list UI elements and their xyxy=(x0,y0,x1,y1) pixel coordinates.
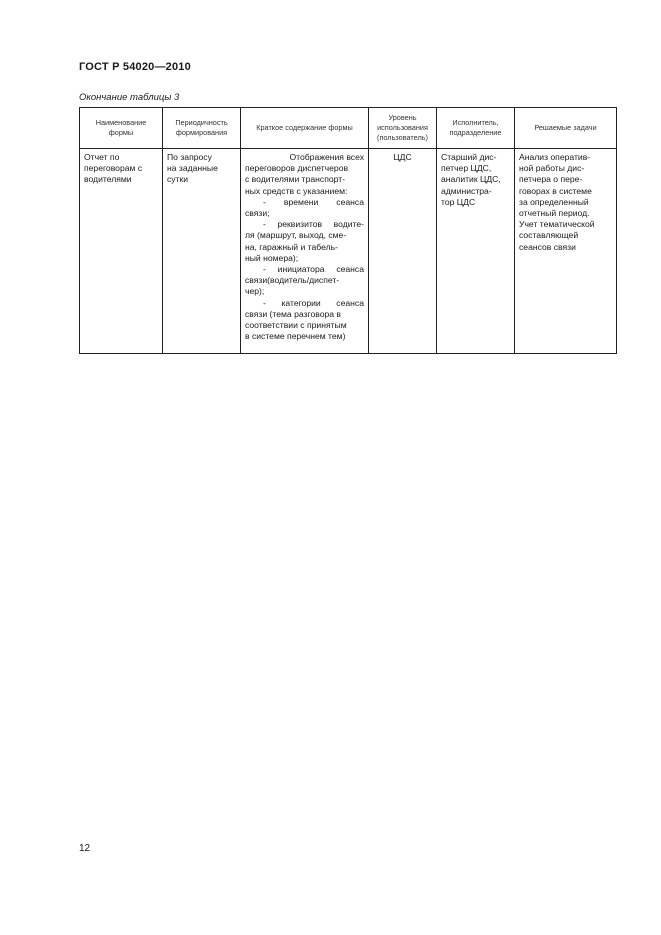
column-header-tasks: Решаемые задачи xyxy=(515,108,617,149)
cell-form-name: Отчет по переговорам с водителями xyxy=(80,149,163,354)
document-header: ГОСТ Р 54020—2010 xyxy=(79,61,191,73)
cell-period: По запросу на заданные сутки xyxy=(163,149,241,354)
cell-content: Отображения всех переговоров диспетчеров с водителями транспорт- ных средств с указанием: - времени сеанса связи; - реквизитов водите- ля (маршрут, выход, сме- на, гаражный и табель- ный номера); - инициатора сеанса связи(водитель/диспет- чер); - категории сеанса связи (тема разговора в соответствии с принятым в системе перечнем тем) xyxy=(241,149,369,354)
cell-executor: Старший дис- петчер ЦДС, аналитик ЦДС, администра- тор ЦДС xyxy=(437,149,515,354)
cell-usage-level: ЦДС xyxy=(369,149,437,354)
table-header-row xyxy=(80,108,617,149)
column-header-executor: Исполнитель, подразделение xyxy=(437,108,515,149)
column-header-name: Наименование формы xyxy=(80,108,163,149)
table-caption: Окончание таблицы 3 xyxy=(79,92,180,103)
column-header-period: Периодичность формирования xyxy=(163,108,241,149)
column-header-level: Уровень использования (пользователь) xyxy=(369,108,437,149)
column-header-content: Краткое содержание формы xyxy=(241,108,369,149)
cell-tasks: Анализ оператив- ной работы дис- петчера о пере- говорах в системе за определенный отчетный период. Учет тематической составляющей сеансов связи xyxy=(515,149,617,354)
data-table xyxy=(79,107,617,354)
table-row xyxy=(80,149,617,354)
page-number: 12 xyxy=(79,843,91,854)
